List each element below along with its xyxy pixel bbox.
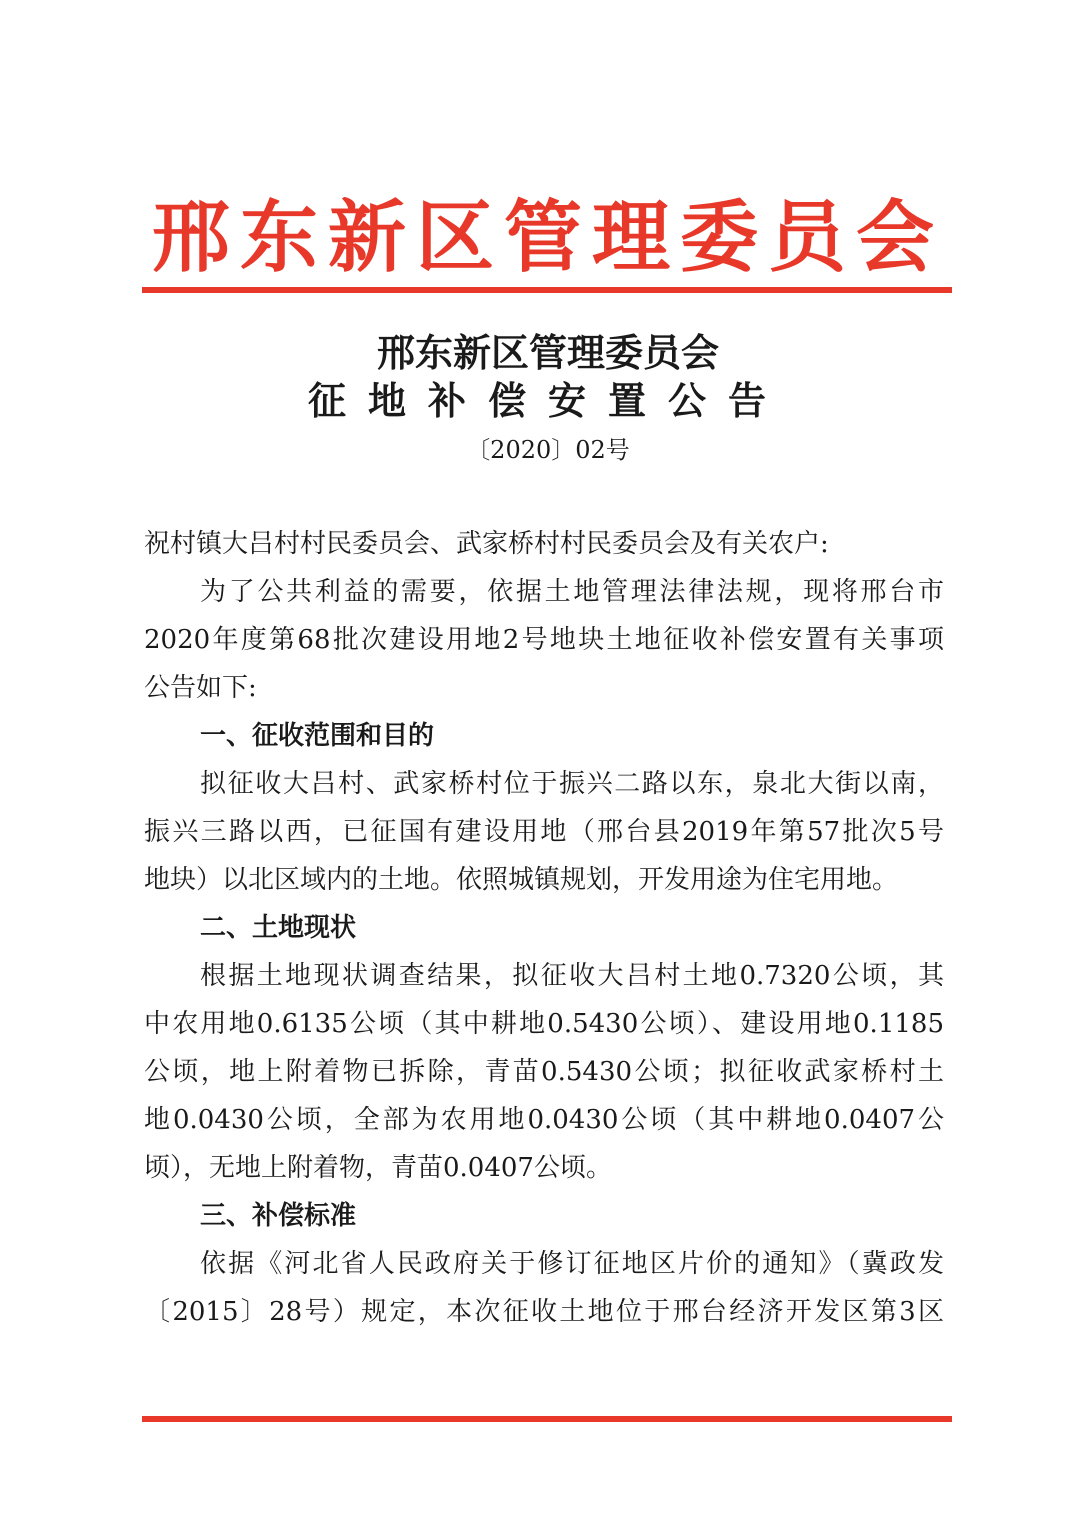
paragraph-line: 振兴三路以西，已征国有建设用地（邢台县2019年第57批次5号	[144, 817, 944, 847]
masthead-title: 邢东新区管理委员会	[151, 193, 944, 283]
document-title-line-1: 邢东新区管理委员会	[376, 330, 719, 375]
paragraph-line: 顷），无地上附着物，青苗0.0407公顷。	[144, 1153, 612, 1183]
section-heading: 三、补偿标准	[200, 1201, 357, 1231]
paragraph-line: 中农用地0.6135公顷（其中耕地0.5430公顷）、建设用地0.1185	[144, 1009, 944, 1039]
paragraph-line: 〔2015〕28号）规定，本次征收土地位于邢台经济开发区第3区	[144, 1297, 944, 1327]
footer-divider	[142, 1416, 952, 1422]
document-body	[144, 520, 944, 1336]
paragraph-line: 地0.0430公顷，全部为农用地0.0430公顷（其中耕地0.0407公	[144, 1105, 944, 1135]
paragraph-line: 根据土地现状调查结果，拟征收大吕村土地0.7320公顷，其	[200, 961, 944, 991]
document-title-line-2: 征地补偿安置公告	[307, 378, 788, 423]
document-number: 〔2020〕02号	[466, 436, 630, 464]
paragraph-line: 公告如下:	[144, 673, 257, 703]
paragraph-line: 2020年度第68批次建设用地2号地块土地征收补偿安置有关事项	[144, 625, 944, 655]
paragraph-line: 为了公共利益的需要，依据土地管理法律法规，现将邢台市	[200, 577, 944, 607]
addressee-line: 祝村镇大吕村村民委员会、武家桥村村民委员会及有关农户:	[144, 529, 829, 559]
paragraph-line: 拟征收大吕村、武家桥村位于振兴二路以东，泉北大街以南，	[200, 769, 944, 799]
paragraph-line: 依据《河北省人民政府关于修订征地区片价的通知》（冀政发	[200, 1249, 944, 1279]
paragraph-line: 地块）以北区域内的土地。依照城镇规划，开发用途为住宅用地。	[144, 865, 899, 895]
paragraph-line: 公顷，地上附着物已拆除，青苗0.5430公顷；拟征收武家桥村土	[144, 1057, 944, 1087]
section-heading: 二、土地现状	[200, 913, 357, 943]
section-heading: 一、征收范围和目的	[200, 721, 435, 751]
masthead-divider	[142, 287, 952, 293]
